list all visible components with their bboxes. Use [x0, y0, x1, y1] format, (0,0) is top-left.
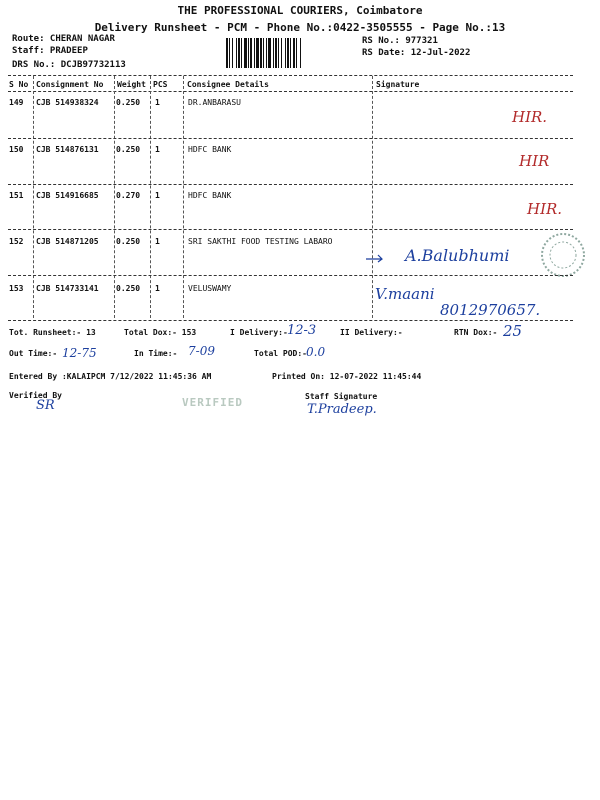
printed-on: Printed On: 12-07-2022 11:45:44: [272, 372, 422, 381]
row-rule: [8, 229, 573, 230]
ii-delivery-label: II Delivery:-: [340, 328, 403, 337]
col-pcs: PCS: [153, 80, 168, 89]
row-weight: 0.250: [116, 145, 141, 154]
col-sno: S No: [9, 80, 29, 89]
barcode-image: [226, 38, 352, 68]
row-rule: [8, 320, 573, 321]
header-rule-top: [8, 75, 573, 76]
handwritten-signature: A.Balubhumi: [405, 246, 510, 265]
row-pcs: 1: [155, 145, 160, 154]
row-sno: 150: [9, 145, 24, 154]
out-time-value: 12-75: [62, 346, 97, 360]
row-weight: 0.250: [116, 237, 141, 246]
row-rule: [8, 184, 573, 185]
route-label: Route: CHERAN NAGAR: [12, 34, 115, 44]
row-rule: [8, 275, 573, 276]
signature-stroke: [365, 248, 383, 258]
total-runsheet: Tot. Runsheet:- 13: [9, 328, 96, 337]
row-consignee: HDFC BANK: [188, 145, 232, 154]
header-rule-bottom: [8, 91, 573, 92]
rs-number: RS No.: 977321: [362, 36, 438, 46]
handwritten-signature: HIR: [519, 152, 550, 170]
staff-signature-label: Staff Signature: [305, 392, 378, 401]
verified-stamp: VERIFIED: [182, 396, 243, 409]
col-consignee: Consignee Details: [187, 80, 269, 89]
row-consignment: CJB 514916685: [36, 191, 99, 200]
col-sep: [33, 76, 34, 318]
handwritten-phone: 8012970657.: [440, 301, 541, 319]
entered-by: Entered By :KALAIPCM 7/12/2022 11:45:36 AM: [9, 372, 212, 381]
rs-date: RS Date: 12-Jul-2022: [362, 48, 471, 58]
row-pcs: 1: [155, 191, 160, 200]
row-consignment: CJB 514938324: [36, 98, 99, 107]
verified-signature: SR: [36, 398, 55, 413]
row-sno: 151: [9, 191, 24, 200]
rtn-dox-value: 25: [503, 322, 523, 340]
row-weight: 0.270: [116, 191, 141, 200]
staff-signature: T.Pradeep.: [307, 402, 377, 417]
runsheet-title: Delivery Runsheet - PCM - Phone No.:0422-3505555 - Page No.:13: [94, 21, 506, 34]
out-time-label: Out Time:-: [9, 349, 58, 358]
row-pcs: 1: [155, 237, 160, 246]
row-sno: 149: [9, 98, 24, 107]
handwritten-signature: HIR.: [527, 200, 563, 218]
company-title: THE PROFESSIONAL COURIERS, Coimbatore: [177, 4, 423, 17]
row-consignee: VELUSWAMY: [188, 284, 232, 293]
verified-by-label: Verified By: [9, 391, 62, 400]
i-delivery-label: I Delivery:-: [230, 328, 288, 337]
company-stamp: [540, 232, 586, 278]
row-rule: [8, 138, 573, 139]
rtn-dox-label: RTN Dox:-: [454, 328, 498, 337]
total-pod-label: Total POD:-: [254, 349, 307, 358]
row-consignee: HDFC BANK: [188, 191, 232, 200]
row-consignment: CJB 514733141: [36, 284, 99, 293]
col-sep: [372, 76, 373, 318]
col-sep: [150, 76, 151, 318]
drs-label: DRS No.: DCJB97732113: [12, 60, 126, 70]
row-consignee: SRI SAKTHI FOOD TESTING LABARO: [188, 237, 333, 246]
row-pcs: 1: [155, 284, 160, 293]
col-signature: Signature: [376, 80, 420, 89]
handwritten-signature: HIR.: [512, 108, 548, 126]
staff-label: Staff: PRADEEP: [12, 46, 88, 56]
row-weight: 0.250: [116, 98, 141, 107]
row-sno: 152: [9, 237, 24, 246]
total-dox: Total Dox:- 153: [124, 328, 197, 337]
row-weight: 0.250: [116, 284, 141, 293]
row-pcs: 1: [155, 98, 160, 107]
col-sep: [114, 76, 115, 318]
total-pod-value: 0.0: [306, 345, 326, 359]
col-weight: Weight: [117, 80, 146, 89]
col-consignment: Consignment No: [36, 80, 104, 89]
in-time-label: In Time:-: [134, 349, 178, 358]
row-sno: 153: [9, 284, 24, 293]
col-sep: [183, 76, 184, 318]
i-delivery-value: 12-3: [287, 323, 317, 338]
row-consignment: CJB 514876131: [36, 145, 99, 154]
handwritten-signature: V.maani: [375, 285, 435, 303]
row-consignee: DR.ANBARASU: [188, 98, 241, 107]
in-time-value: 7-09: [188, 344, 215, 358]
row-consignment: CJB 514871205: [36, 237, 99, 246]
